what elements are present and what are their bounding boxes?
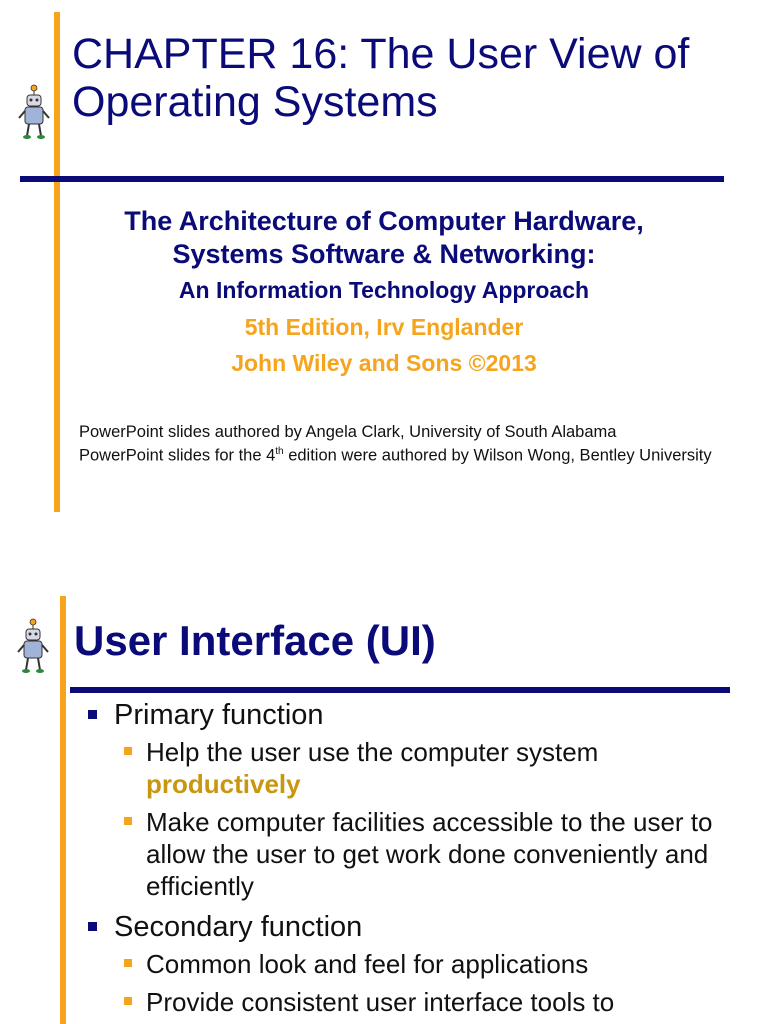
book-title-line-2: Systems Software & Networking:: [172, 239, 596, 269]
highlight-text: productively: [146, 769, 301, 799]
sub-bullet-list: [114, 948, 726, 1018]
bullet-text: Primary function: [114, 699, 324, 731]
slide-title: CHAPTER 16: The User View of Operating Systems: [72, 30, 690, 126]
publisher: John Wiley and Sons ©2013: [231, 350, 537, 376]
book-subtitle: An Information Technology Approach: [178, 277, 590, 303]
bullet-text: Secondary function: [114, 911, 363, 943]
robot-mascot-icon: [17, 84, 51, 140]
bullet-item: [86, 910, 726, 1018]
credit-line-2-post: edition were authored by Wilson Wong, Bentley University: [283, 446, 712, 465]
content-slide: [0, 590, 768, 1024]
credits: [79, 422, 739, 466]
credit-line-1: PowerPoint slides authored by Angela Clark, University of South Alabama: [79, 423, 617, 441]
sub-bullet-item: [114, 806, 726, 902]
robot-mascot-icon: [16, 618, 50, 674]
bullet-item: [86, 698, 726, 902]
sub-bullet-item: [114, 986, 726, 1018]
sub-bullet-item: [114, 948, 726, 980]
credit-line-2: [79, 442, 739, 466]
sub-bullet-text: Provide consistent user interface tools to: [146, 987, 615, 1017]
bullet-list: [86, 698, 726, 1024]
slide-title: User Interface (UI): [74, 617, 436, 664]
credit-superscript: th: [275, 446, 284, 457]
sub-bullet-text: Make computer facilities accessible to the user to allow the user to get work done conveniently and efficiently: [146, 807, 713, 901]
navy-horizontal-rule: [20, 176, 724, 182]
sub-bullet-text: Common look and feel for applications: [146, 949, 589, 979]
edition-author: 5th Edition, Irv Englander: [244, 314, 524, 340]
credit-line-2-pre: PowerPoint slides for the 4: [79, 446, 276, 465]
sub-bullet-list: [114, 736, 726, 902]
book-title-line-1: The Architecture of Computer Hardware,: [124, 206, 644, 236]
orange-vertical-bar: [60, 596, 66, 1024]
sub-bullet-item: [114, 736, 726, 800]
sub-bullet-text: Help the user use the computer system: [146, 737, 599, 767]
navy-horizontal-rule: [70, 687, 730, 693]
